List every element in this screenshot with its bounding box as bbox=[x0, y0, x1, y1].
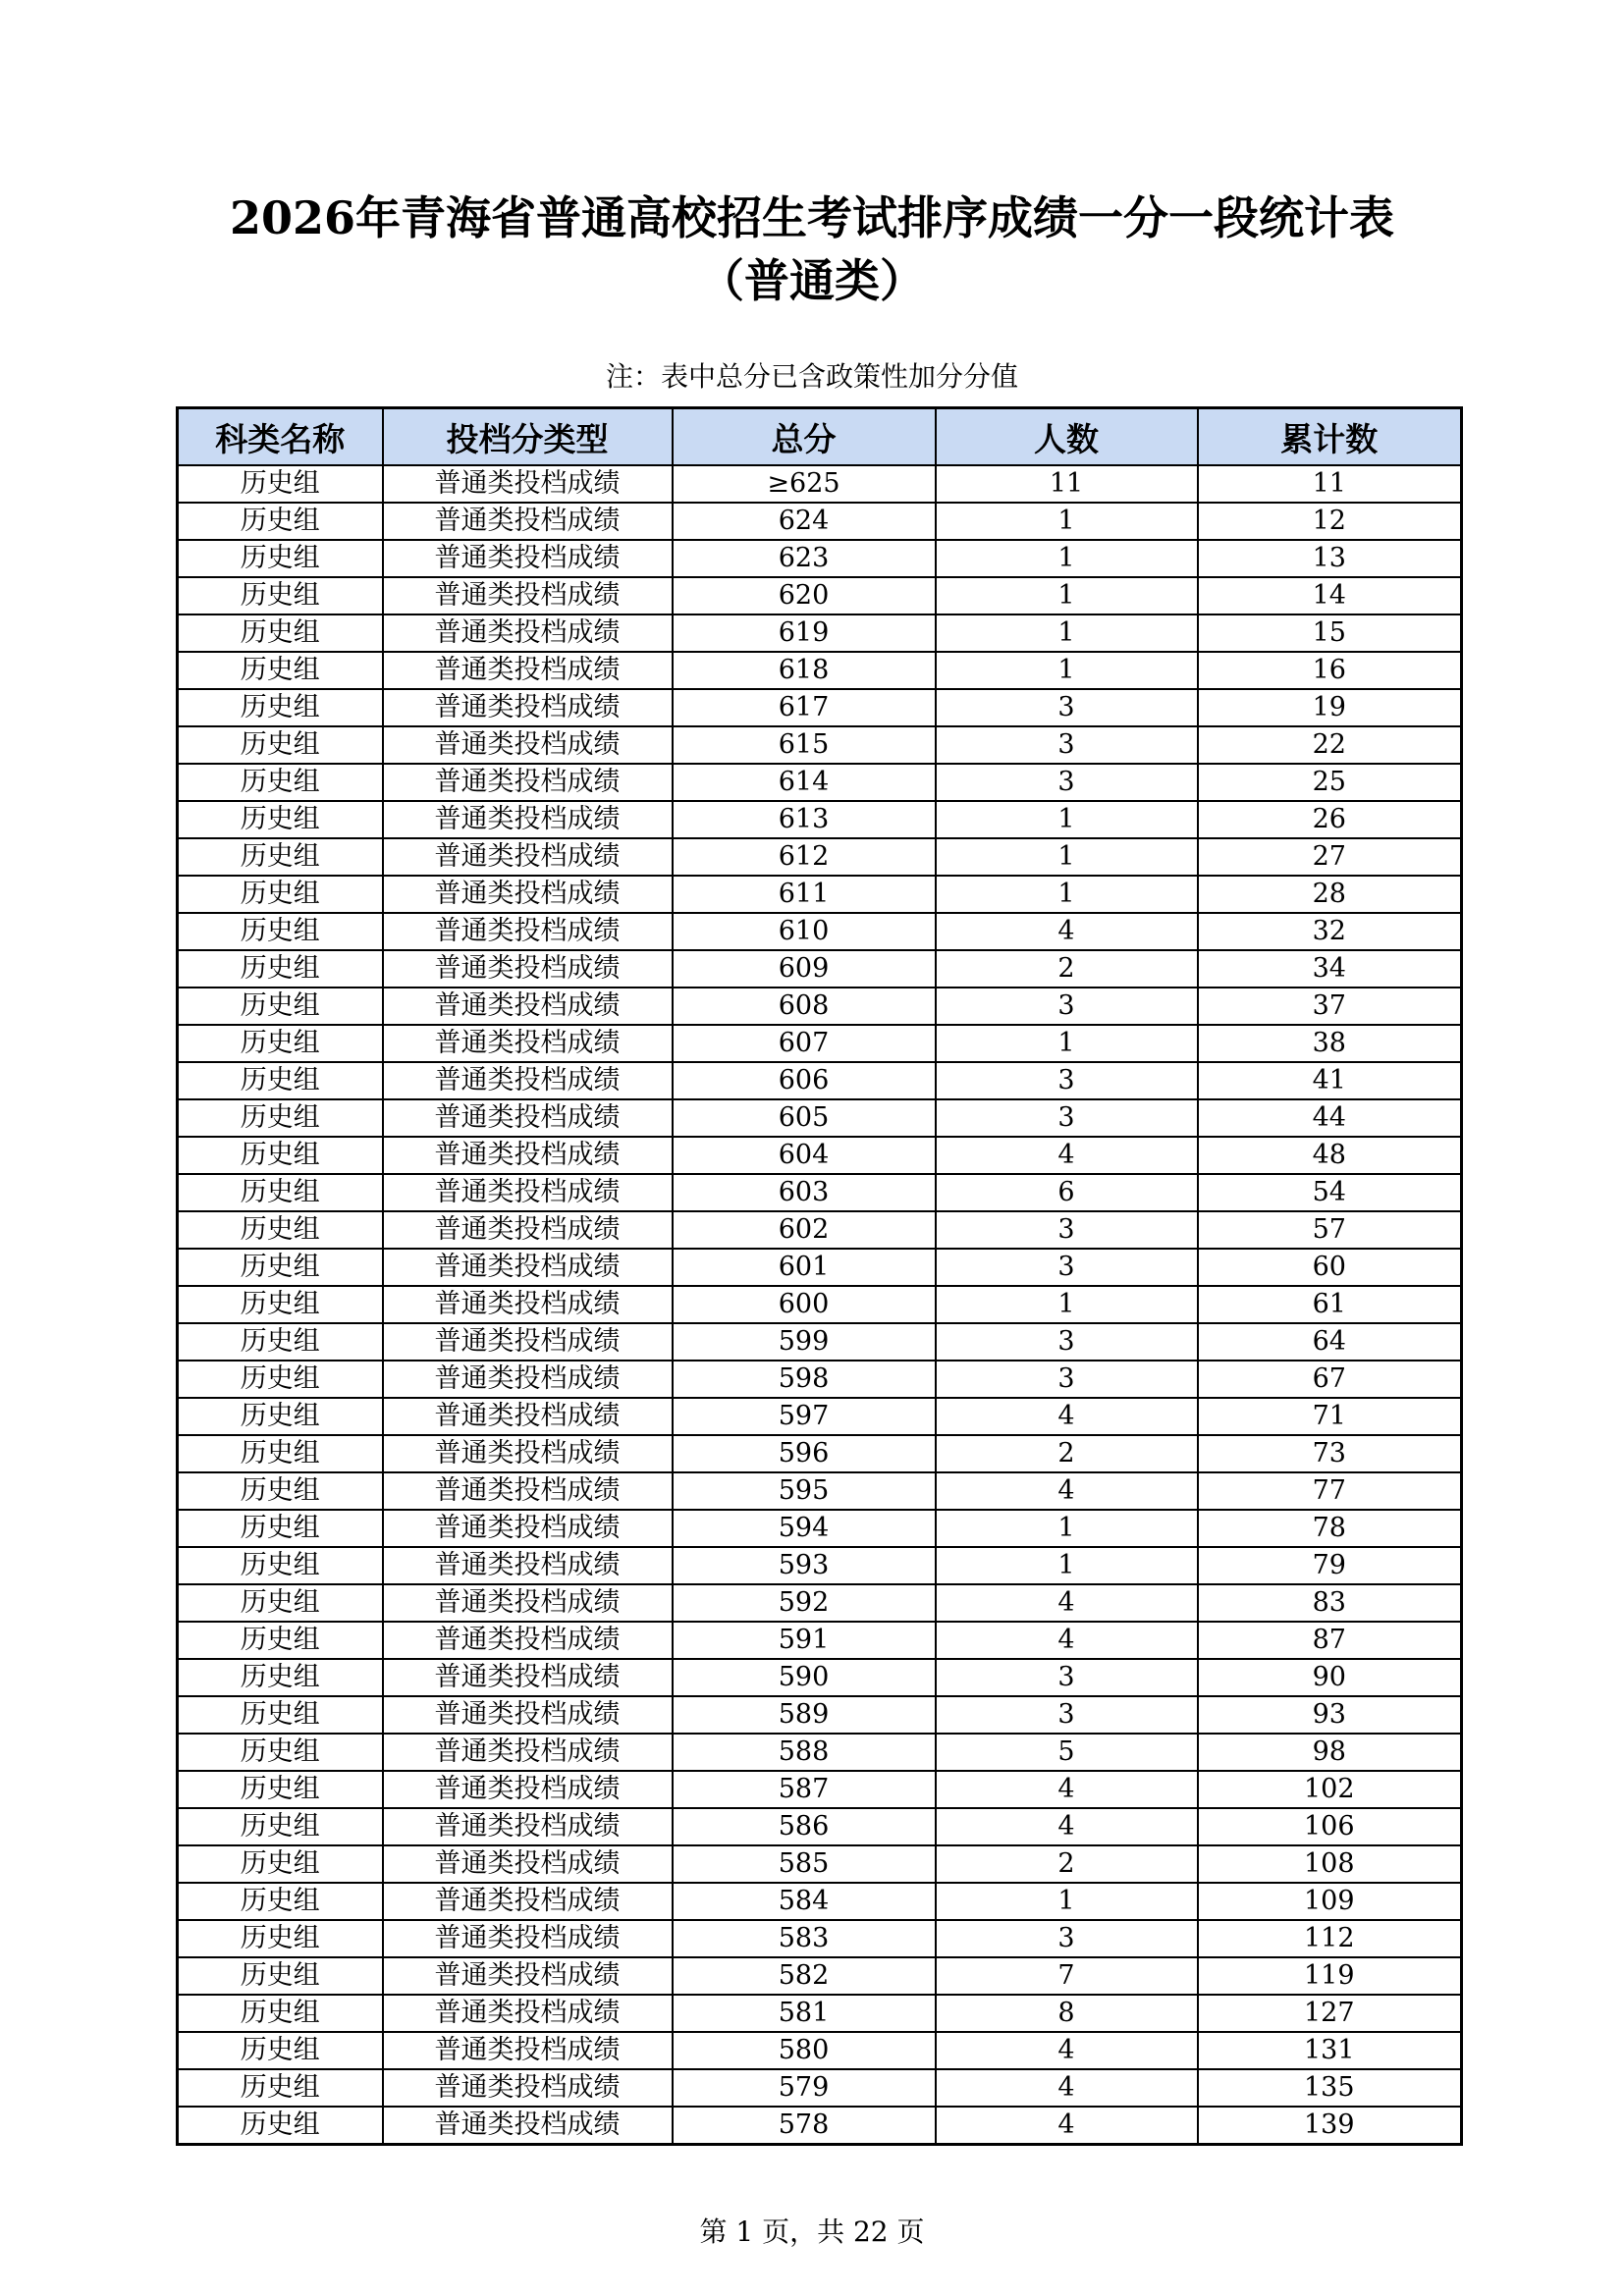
cell-subject-category: 历史组 bbox=[178, 801, 383, 838]
cell-total-score: 580 bbox=[673, 2032, 936, 2069]
cell-count: 1 bbox=[936, 540, 1198, 577]
cell-cumulative: 112 bbox=[1198, 1920, 1462, 1957]
table-row bbox=[178, 577, 1462, 614]
cell-cumulative: 135 bbox=[1198, 2069, 1462, 2107]
cell-count: 1 bbox=[936, 1883, 1198, 1920]
cell-cumulative: 90 bbox=[1198, 1659, 1462, 1696]
table-row bbox=[178, 2069, 1462, 2107]
cell-score-type: 普通类投档成绩 bbox=[383, 540, 673, 577]
cell-total-score: 599 bbox=[673, 1323, 936, 1361]
cell-count: 5 bbox=[936, 1734, 1198, 1771]
cell-count: 3 bbox=[936, 726, 1198, 764]
cell-count: 4 bbox=[936, 1584, 1198, 1622]
cell-total-score: 611 bbox=[673, 876, 936, 913]
document-title bbox=[0, 187, 1624, 312]
cell-count: 4 bbox=[936, 1771, 1198, 1808]
cell-total-score: 579 bbox=[673, 2069, 936, 2107]
cell-score-type: 普通类投档成绩 bbox=[383, 1584, 673, 1622]
cell-score-type: 普通类投档成绩 bbox=[383, 1174, 673, 1211]
cell-total-score: 609 bbox=[673, 950, 936, 988]
table-row bbox=[178, 2032, 1462, 2069]
cell-subject-category: 历史组 bbox=[178, 1995, 383, 2032]
cell-score-type: 普通类投档成绩 bbox=[383, 1398, 673, 1435]
cell-total-score: 595 bbox=[673, 1472, 936, 1510]
cell-score-type: 普通类投档成绩 bbox=[383, 1547, 673, 1584]
cell-count: 6 bbox=[936, 1174, 1198, 1211]
header-count: 人数 bbox=[936, 408, 1198, 466]
cell-total-score: 578 bbox=[673, 2107, 936, 2145]
table-body bbox=[178, 465, 1462, 2145]
cell-count: 1 bbox=[936, 838, 1198, 876]
cell-subject-category: 历史组 bbox=[178, 1734, 383, 1771]
cell-total-score: 623 bbox=[673, 540, 936, 577]
cell-total-score: 614 bbox=[673, 764, 936, 801]
cell-count: 4 bbox=[936, 1622, 1198, 1659]
cell-total-score: 589 bbox=[673, 1696, 936, 1734]
cell-total-score: 600 bbox=[673, 1286, 936, 1323]
cell-score-type: 普通类投档成绩 bbox=[383, 1920, 673, 1957]
cell-cumulative: 119 bbox=[1198, 1957, 1462, 1995]
cell-cumulative: 41 bbox=[1198, 1062, 1462, 1099]
table-row bbox=[178, 764, 1462, 801]
cell-count: 3 bbox=[936, 1249, 1198, 1286]
cell-total-score: 618 bbox=[673, 652, 936, 689]
table-row bbox=[178, 838, 1462, 876]
cell-score-type: 普通类投档成绩 bbox=[383, 1062, 673, 1099]
cell-subject-category: 历史组 bbox=[178, 2032, 383, 2069]
cell-count: 1 bbox=[936, 1510, 1198, 1547]
cell-cumulative: 32 bbox=[1198, 913, 1462, 950]
cell-cumulative: 102 bbox=[1198, 1771, 1462, 1808]
table-row bbox=[178, 652, 1462, 689]
table-row bbox=[178, 1584, 1462, 1622]
cell-subject-category: 历史组 bbox=[178, 1062, 383, 1099]
cell-subject-category: 历史组 bbox=[178, 913, 383, 950]
table-row bbox=[178, 1435, 1462, 1472]
table-row bbox=[178, 2107, 1462, 2145]
cell-total-score: 608 bbox=[673, 988, 936, 1025]
cell-cumulative: 38 bbox=[1198, 1025, 1462, 1062]
cell-total-score: ≥625 bbox=[673, 465, 936, 503]
table-row bbox=[178, 1361, 1462, 1398]
cell-count: 8 bbox=[936, 1995, 1198, 2032]
cell-count: 2 bbox=[936, 950, 1198, 988]
cell-subject-category: 历史组 bbox=[178, 876, 383, 913]
table-row bbox=[178, 1995, 1462, 2032]
title-line-main: 2026年青海省普通高校招生考试排序成绩一分一段统计表 bbox=[229, 191, 1395, 244]
cell-total-score: 601 bbox=[673, 1249, 936, 1286]
cell-total-score: 615 bbox=[673, 726, 936, 764]
cell-count: 4 bbox=[936, 1398, 1198, 1435]
cell-total-score: 594 bbox=[673, 1510, 936, 1547]
cell-total-score: 602 bbox=[673, 1211, 936, 1249]
cell-cumulative: 25 bbox=[1198, 764, 1462, 801]
cell-score-type: 普通类投档成绩 bbox=[383, 1510, 673, 1547]
cell-score-type: 普通类投档成绩 bbox=[383, 913, 673, 950]
cell-score-type: 普通类投档成绩 bbox=[383, 1361, 673, 1398]
cell-subject-category: 历史组 bbox=[178, 503, 383, 540]
table-row bbox=[178, 1099, 1462, 1137]
cell-total-score: 610 bbox=[673, 913, 936, 950]
cell-total-score: 584 bbox=[673, 1883, 936, 1920]
cell-score-type: 普通类投档成绩 bbox=[383, 503, 673, 540]
cell-cumulative: 19 bbox=[1198, 689, 1462, 726]
header-subject-category: 科类名称 bbox=[178, 408, 383, 466]
cell-subject-category: 历史组 bbox=[178, 1808, 383, 1845]
cell-cumulative: 16 bbox=[1198, 652, 1462, 689]
cell-subject-category: 历史组 bbox=[178, 1137, 383, 1174]
cell-total-score: 619 bbox=[673, 614, 936, 652]
cell-count: 1 bbox=[936, 1547, 1198, 1584]
table-row bbox=[178, 1249, 1462, 1286]
table-row bbox=[178, 1622, 1462, 1659]
header-cumulative: 累计数 bbox=[1198, 408, 1462, 466]
table-row bbox=[178, 1883, 1462, 1920]
cell-subject-category: 历史组 bbox=[178, 1920, 383, 1957]
table-row bbox=[178, 1808, 1462, 1845]
cell-score-type: 普通类投档成绩 bbox=[383, 1883, 673, 1920]
cell-count: 3 bbox=[936, 764, 1198, 801]
cell-cumulative: 131 bbox=[1198, 2032, 1462, 2069]
table-row bbox=[178, 465, 1462, 503]
cell-cumulative: 44 bbox=[1198, 1099, 1462, 1137]
cell-total-score: 624 bbox=[673, 503, 936, 540]
cell-total-score: 588 bbox=[673, 1734, 936, 1771]
cell-cumulative: 64 bbox=[1198, 1323, 1462, 1361]
cell-total-score: 607 bbox=[673, 1025, 936, 1062]
cell-cumulative: 61 bbox=[1198, 1286, 1462, 1323]
cell-count: 4 bbox=[936, 2107, 1198, 2145]
cell-count: 11 bbox=[936, 465, 1198, 503]
cell-cumulative: 77 bbox=[1198, 1472, 1462, 1510]
cell-cumulative: 11 bbox=[1198, 465, 1462, 503]
title-line-subtitle: （普通类） bbox=[699, 254, 925, 307]
cell-subject-category: 历史组 bbox=[178, 988, 383, 1025]
cell-total-score: 596 bbox=[673, 1435, 936, 1472]
header-score-type: 投档分类型 bbox=[383, 408, 673, 466]
cell-subject-category: 历史组 bbox=[178, 1584, 383, 1622]
cell-count: 3 bbox=[936, 1361, 1198, 1398]
cell-total-score: 620 bbox=[673, 577, 936, 614]
cell-count: 1 bbox=[936, 801, 1198, 838]
table-row bbox=[178, 1696, 1462, 1734]
table-row bbox=[178, 1398, 1462, 1435]
cell-cumulative: 34 bbox=[1198, 950, 1462, 988]
cell-count: 3 bbox=[936, 1062, 1198, 1099]
cell-subject-category: 历史组 bbox=[178, 1435, 383, 1472]
cell-subject-category: 历史组 bbox=[178, 1398, 383, 1435]
table-row bbox=[178, 1062, 1462, 1099]
cell-total-score: 605 bbox=[673, 1099, 936, 1137]
cell-score-type: 普通类投档成绩 bbox=[383, 2032, 673, 2069]
cell-subject-category: 历史组 bbox=[178, 1323, 383, 1361]
cell-count: 3 bbox=[936, 1323, 1198, 1361]
table-row bbox=[178, 1920, 1462, 1957]
cell-score-type: 普通类投档成绩 bbox=[383, 801, 673, 838]
cell-count: 4 bbox=[936, 1137, 1198, 1174]
cell-count: 1 bbox=[936, 503, 1198, 540]
cell-total-score: 585 bbox=[673, 1845, 936, 1883]
header-total-score: 总分 bbox=[673, 408, 936, 466]
cell-subject-category: 历史组 bbox=[178, 1547, 383, 1584]
cell-score-type: 普通类投档成绩 bbox=[383, 1435, 673, 1472]
cell-score-type: 普通类投档成绩 bbox=[383, 876, 673, 913]
table-header-row bbox=[178, 408, 1462, 466]
cell-subject-category: 历史组 bbox=[178, 1099, 383, 1137]
table-row bbox=[178, 614, 1462, 652]
cell-score-type: 普通类投档成绩 bbox=[383, 1771, 673, 1808]
cell-count: 3 bbox=[936, 689, 1198, 726]
cell-count: 3 bbox=[936, 1659, 1198, 1696]
table-row bbox=[178, 1957, 1462, 1995]
table-row bbox=[178, 1286, 1462, 1323]
cell-total-score: 604 bbox=[673, 1137, 936, 1174]
cell-cumulative: 71 bbox=[1198, 1398, 1462, 1435]
cell-score-type: 普通类投档成绩 bbox=[383, 1137, 673, 1174]
cell-subject-category: 历史组 bbox=[178, 465, 383, 503]
cell-subject-category: 历史组 bbox=[178, 577, 383, 614]
table-row bbox=[178, 1174, 1462, 1211]
cell-score-type: 普通类投档成绩 bbox=[383, 465, 673, 503]
cell-score-type: 普通类投档成绩 bbox=[383, 1995, 673, 2032]
table-row bbox=[178, 689, 1462, 726]
cell-score-type: 普通类投档成绩 bbox=[383, 1808, 673, 1845]
cell-subject-category: 历史组 bbox=[178, 1883, 383, 1920]
cell-score-type: 普通类投档成绩 bbox=[383, 1734, 673, 1771]
cell-subject-category: 历史组 bbox=[178, 1659, 383, 1696]
cell-count: 4 bbox=[936, 913, 1198, 950]
cell-total-score: 612 bbox=[673, 838, 936, 876]
cell-count: 1 bbox=[936, 1286, 1198, 1323]
cell-count: 1 bbox=[936, 577, 1198, 614]
cell-cumulative: 12 bbox=[1198, 503, 1462, 540]
table-row bbox=[178, 1323, 1462, 1361]
cell-score-type: 普通类投档成绩 bbox=[383, 1659, 673, 1696]
cell-cumulative: 57 bbox=[1198, 1211, 1462, 1249]
cell-cumulative: 108 bbox=[1198, 1845, 1462, 1883]
cell-subject-category: 历史组 bbox=[178, 614, 383, 652]
cell-cumulative: 26 bbox=[1198, 801, 1462, 838]
cell-score-type: 普通类投档成绩 bbox=[383, 838, 673, 876]
cell-subject-category: 历史组 bbox=[178, 2069, 383, 2107]
cell-cumulative: 48 bbox=[1198, 1137, 1462, 1174]
table-row bbox=[178, 1734, 1462, 1771]
cell-score-type: 普通类投档成绩 bbox=[383, 1845, 673, 1883]
cell-count: 1 bbox=[936, 652, 1198, 689]
cell-subject-category: 历史组 bbox=[178, 1025, 383, 1062]
cell-cumulative: 127 bbox=[1198, 1995, 1462, 2032]
table-row bbox=[178, 540, 1462, 577]
table-row bbox=[178, 1510, 1462, 1547]
table-row bbox=[178, 503, 1462, 540]
cell-score-type: 普通类投档成绩 bbox=[383, 1472, 673, 1510]
cell-score-type: 普通类投档成绩 bbox=[383, 689, 673, 726]
cell-subject-category: 历史组 bbox=[178, 2107, 383, 2145]
cell-cumulative: 15 bbox=[1198, 614, 1462, 652]
cell-total-score: 597 bbox=[673, 1398, 936, 1435]
cell-cumulative: 93 bbox=[1198, 1696, 1462, 1734]
cell-count: 4 bbox=[936, 2069, 1198, 2107]
cell-subject-category: 历史组 bbox=[178, 1957, 383, 1995]
cell-cumulative: 22 bbox=[1198, 726, 1462, 764]
table-row bbox=[178, 913, 1462, 950]
cell-cumulative: 37 bbox=[1198, 988, 1462, 1025]
cell-count: 3 bbox=[936, 1920, 1198, 1957]
table-note: 注：表中总分已含政策性加分分值 bbox=[605, 360, 1018, 393]
table-row bbox=[178, 1025, 1462, 1062]
cell-score-type: 普通类投档成绩 bbox=[383, 1286, 673, 1323]
cell-total-score: 591 bbox=[673, 1622, 936, 1659]
cell-score-type: 普通类投档成绩 bbox=[383, 1957, 673, 1995]
cell-score-type: 普通类投档成绩 bbox=[383, 2107, 673, 2145]
cell-total-score: 587 bbox=[673, 1771, 936, 1808]
cell-count: 7 bbox=[936, 1957, 1198, 1995]
cell-count: 3 bbox=[936, 1211, 1198, 1249]
cell-score-type: 普通类投档成绩 bbox=[383, 1696, 673, 1734]
cell-total-score: 613 bbox=[673, 801, 936, 838]
cell-total-score: 581 bbox=[673, 1995, 936, 2032]
table-row bbox=[178, 1547, 1462, 1584]
cell-score-type: 普通类投档成绩 bbox=[383, 577, 673, 614]
cell-cumulative: 109 bbox=[1198, 1883, 1462, 1920]
cell-score-type: 普通类投档成绩 bbox=[383, 2069, 673, 2107]
cell-count: 1 bbox=[936, 614, 1198, 652]
cell-total-score: 583 bbox=[673, 1920, 936, 1957]
cell-score-type: 普通类投档成绩 bbox=[383, 950, 673, 988]
cell-score-type: 普通类投档成绩 bbox=[383, 726, 673, 764]
table-row bbox=[178, 801, 1462, 838]
cell-cumulative: 14 bbox=[1198, 577, 1462, 614]
cell-total-score: 592 bbox=[673, 1584, 936, 1622]
table-row bbox=[178, 950, 1462, 988]
cell-subject-category: 历史组 bbox=[178, 1472, 383, 1510]
cell-total-score: 586 bbox=[673, 1808, 936, 1845]
cell-cumulative: 78 bbox=[1198, 1510, 1462, 1547]
cell-subject-category: 历史组 bbox=[178, 1211, 383, 1249]
cell-count: 1 bbox=[936, 1025, 1198, 1062]
cell-count: 2 bbox=[936, 1435, 1198, 1472]
table-row bbox=[178, 1472, 1462, 1510]
table-row bbox=[178, 876, 1462, 913]
score-distribution-table bbox=[176, 406, 1463, 2146]
cell-subject-category: 历史组 bbox=[178, 764, 383, 801]
cell-score-type: 普通类投档成绩 bbox=[383, 1211, 673, 1249]
cell-count: 4 bbox=[936, 1472, 1198, 1510]
cell-subject-category: 历史组 bbox=[178, 1249, 383, 1286]
cell-score-type: 普通类投档成绩 bbox=[383, 764, 673, 801]
cell-total-score: 593 bbox=[673, 1547, 936, 1584]
cell-total-score: 590 bbox=[673, 1659, 936, 1696]
cell-count: 1 bbox=[936, 876, 1198, 913]
cell-total-score: 603 bbox=[673, 1174, 936, 1211]
table-row bbox=[178, 1211, 1462, 1249]
cell-subject-category: 历史组 bbox=[178, 1510, 383, 1547]
cell-cumulative: 28 bbox=[1198, 876, 1462, 913]
cell-cumulative: 139 bbox=[1198, 2107, 1462, 2145]
cell-subject-category: 历史组 bbox=[178, 540, 383, 577]
table-row bbox=[178, 988, 1462, 1025]
cell-count: 2 bbox=[936, 1845, 1198, 1883]
cell-total-score: 617 bbox=[673, 689, 936, 726]
cell-subject-category: 历史组 bbox=[178, 1286, 383, 1323]
cell-count: 4 bbox=[936, 2032, 1198, 2069]
cell-count: 3 bbox=[936, 988, 1198, 1025]
table-row bbox=[178, 1771, 1462, 1808]
cell-subject-category: 历史组 bbox=[178, 1174, 383, 1211]
cell-score-type: 普通类投档成绩 bbox=[383, 652, 673, 689]
cell-count: 4 bbox=[936, 1808, 1198, 1845]
cell-subject-category: 历史组 bbox=[178, 1771, 383, 1808]
cell-subject-category: 历史组 bbox=[178, 652, 383, 689]
cell-count: 3 bbox=[936, 1099, 1198, 1137]
cell-total-score: 582 bbox=[673, 1957, 936, 1995]
cell-subject-category: 历史组 bbox=[178, 726, 383, 764]
cell-cumulative: 60 bbox=[1198, 1249, 1462, 1286]
cell-score-type: 普通类投档成绩 bbox=[383, 988, 673, 1025]
cell-score-type: 普通类投档成绩 bbox=[383, 614, 673, 652]
cell-subject-category: 历史组 bbox=[178, 689, 383, 726]
cell-total-score: 606 bbox=[673, 1062, 936, 1099]
table-row bbox=[178, 726, 1462, 764]
cell-subject-category: 历史组 bbox=[178, 1622, 383, 1659]
cell-total-score: 598 bbox=[673, 1361, 936, 1398]
cell-subject-category: 历史组 bbox=[178, 950, 383, 988]
cell-score-type: 普通类投档成绩 bbox=[383, 1099, 673, 1137]
cell-subject-category: 历史组 bbox=[178, 838, 383, 876]
cell-score-type: 普通类投档成绩 bbox=[383, 1025, 673, 1062]
cell-cumulative: 79 bbox=[1198, 1547, 1462, 1584]
table-row bbox=[178, 1659, 1462, 1696]
cell-score-type: 普通类投档成绩 bbox=[383, 1323, 673, 1361]
cell-cumulative: 54 bbox=[1198, 1174, 1462, 1211]
cell-count: 3 bbox=[936, 1696, 1198, 1734]
cell-cumulative: 73 bbox=[1198, 1435, 1462, 1472]
table-row bbox=[178, 1845, 1462, 1883]
cell-cumulative: 83 bbox=[1198, 1584, 1462, 1622]
cell-cumulative: 27 bbox=[1198, 838, 1462, 876]
cell-subject-category: 历史组 bbox=[178, 1845, 383, 1883]
cell-cumulative: 98 bbox=[1198, 1734, 1462, 1771]
cell-cumulative: 13 bbox=[1198, 540, 1462, 577]
cell-cumulative: 87 bbox=[1198, 1622, 1462, 1659]
cell-cumulative: 67 bbox=[1198, 1361, 1462, 1398]
cell-subject-category: 历史组 bbox=[178, 1361, 383, 1398]
cell-subject-category: 历史组 bbox=[178, 1696, 383, 1734]
cell-score-type: 普通类投档成绩 bbox=[383, 1622, 673, 1659]
table-row bbox=[178, 1137, 1462, 1174]
cell-score-type: 普通类投档成绩 bbox=[383, 1249, 673, 1286]
cell-cumulative: 106 bbox=[1198, 1808, 1462, 1845]
page-footer: 第 1 页，共 22 页 bbox=[699, 2216, 925, 2248]
